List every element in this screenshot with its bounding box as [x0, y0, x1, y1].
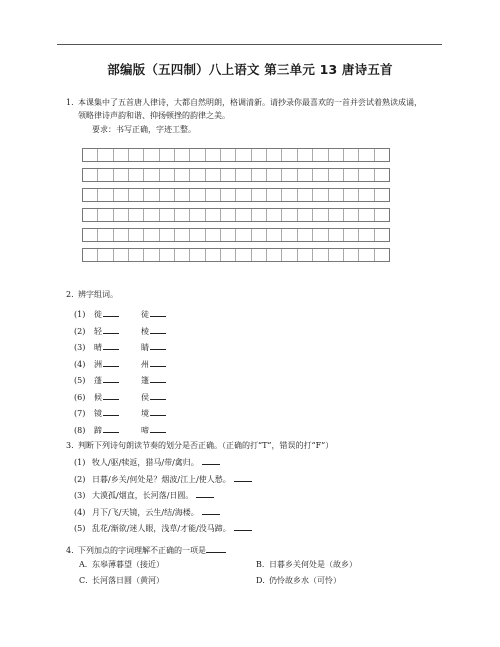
grid-cell[interactable]	[313, 169, 328, 181]
grid-cell[interactable]	[267, 149, 282, 161]
choice-option[interactable]	[79, 575, 164, 587]
char-b: 州	[141, 359, 149, 369]
grid-cell[interactable]	[252, 149, 267, 161]
grid-cell[interactable]	[344, 189, 359, 201]
question-1-line2: 领略律诗声韵和谐、抑扬顿挫的韵律之美。	[78, 111, 230, 120]
grid-cell[interactable]	[129, 249, 144, 261]
grid-cell[interactable]	[114, 249, 129, 261]
grid-cell[interactable]	[175, 169, 190, 181]
grid-cell[interactable]	[129, 229, 144, 241]
grid-cell[interactable]	[129, 209, 144, 221]
grid-cell[interactable]	[282, 209, 297, 221]
answer-blank[interactable]	[150, 406, 166, 416]
poem-line: 月下/飞/天镜，云生/结/海楼。	[92, 507, 199, 517]
grid-cell[interactable]	[252, 189, 267, 201]
grid-cell[interactable]	[236, 189, 251, 201]
char-a: 洲	[94, 359, 102, 369]
grid-cell[interactable]	[282, 189, 297, 201]
grid-cell[interactable]	[252, 229, 267, 241]
answer-blank[interactable]	[103, 340, 119, 350]
grid-cell[interactable]	[160, 249, 175, 261]
grid-cell[interactable]	[359, 229, 374, 241]
grid-cell[interactable]	[298, 169, 313, 181]
grid-cell[interactable]	[359, 149, 374, 161]
grid-cell[interactable]	[282, 229, 297, 241]
grid-cell[interactable]	[83, 169, 98, 181]
grid-cell[interactable]	[329, 209, 344, 221]
grid-cell[interactable]	[175, 209, 190, 221]
grid-cell[interactable]	[160, 209, 175, 221]
char-a: 轻	[94, 326, 102, 336]
answer-blank[interactable]	[103, 324, 119, 334]
poem-line: 大漠孤/烟直，长河落/日圆。	[92, 491, 194, 500]
grid-cell[interactable]	[344, 209, 359, 221]
grid-cell[interactable]	[206, 229, 221, 241]
char-a: 蓬	[94, 376, 102, 385]
grid-cell[interactable]	[98, 209, 113, 221]
answer-blank[interactable]	[103, 357, 119, 367]
grid-cell[interactable]	[282, 149, 297, 161]
grid-cell[interactable]	[221, 149, 236, 161]
char-a: 蹄	[94, 425, 102, 435]
option-letter: D．	[256, 576, 271, 585]
grid-cell[interactable]	[298, 229, 313, 241]
grid-cell[interactable]	[236, 249, 251, 261]
word-pair-item	[74, 423, 166, 437]
option-text: 日暮乡关何处是（故乡）	[269, 560, 357, 569]
char-b: 侯	[141, 392, 149, 402]
option-letter: C．	[79, 576, 94, 585]
grid-cell[interactable]	[267, 189, 282, 201]
poem-line: 乱花/渐欲/迷人眼，浅草/才能/没马蹄。	[92, 524, 231, 533]
grid-cell[interactable]	[144, 149, 159, 161]
question-1-requirement: 要求：书写正确，字迹工整。	[92, 125, 196, 134]
grid-cell[interactable]	[267, 169, 282, 181]
item-number: (7)	[74, 409, 86, 418]
grid-cell[interactable]	[206, 169, 221, 181]
item-number: (5)	[74, 376, 86, 385]
grid-cell[interactable]	[329, 149, 344, 161]
grid-row[interactable]	[82, 188, 390, 202]
item-number: (1)	[74, 458, 86, 467]
grid-cell[interactable]	[206, 209, 221, 221]
grid-cell[interactable]	[344, 249, 359, 261]
char-a: 镜	[94, 409, 102, 418]
grid-cell[interactable]	[160, 189, 175, 201]
answer-blank[interactable]	[150, 423, 166, 433]
grid-cell[interactable]	[282, 249, 297, 261]
grid-cell[interactable]	[206, 249, 221, 261]
item-number: (4)	[74, 507, 86, 517]
answer-blank[interactable]	[202, 455, 220, 465]
grid-cell[interactable]	[221, 169, 236, 181]
grid-cell[interactable]	[359, 249, 374, 261]
grid-cell[interactable]	[375, 189, 389, 201]
grid-row[interactable]	[82, 228, 390, 242]
grid-cell[interactable]	[83, 249, 98, 261]
rhythm-item	[74, 472, 252, 486]
grid-cell[interactable]	[267, 209, 282, 221]
item-number: (8)	[74, 425, 86, 435]
grid-cell[interactable]	[252, 169, 267, 181]
grid-cell[interactable]	[83, 229, 98, 241]
header-rule	[57, 44, 442, 45]
grid-cell[interactable]	[267, 229, 282, 241]
option-letter: B．	[256, 560, 270, 569]
grid-cell[interactable]	[160, 229, 175, 241]
option-letter: A．	[79, 560, 93, 569]
item-number: (2)	[74, 326, 86, 336]
grid-cell[interactable]	[129, 189, 144, 201]
grid-cell[interactable]	[344, 229, 359, 241]
writing-grid[interactable]	[82, 148, 390, 266]
question-number: 2.	[66, 290, 74, 299]
question-4	[66, 543, 226, 557]
question-text: 本课集中了五首唐人律诗，大都自然明朗，格调清新。请抄录你最喜欢的一首并尝试着熟读成诵，	[78, 98, 422, 107]
word-pair-item	[74, 307, 166, 321]
char-b: 啼	[141, 425, 149, 435]
item-number: (2)	[74, 474, 86, 484]
grid-cell[interactable]	[313, 149, 328, 161]
item-number: (6)	[74, 392, 86, 402]
grid-cell[interactable]	[236, 229, 251, 241]
grid-cell[interactable]	[236, 209, 251, 221]
choice-option[interactable]	[79, 559, 164, 571]
grid-cell[interactable]	[236, 149, 251, 161]
question-2	[66, 288, 118, 301]
grid-cell[interactable]	[221, 249, 236, 261]
grid-cell[interactable]	[83, 149, 98, 161]
question-3	[66, 439, 333, 452]
grid-cell[interactable]	[298, 189, 313, 201]
grid-cell[interactable]	[190, 169, 205, 181]
item-number: (1)	[74, 310, 86, 319]
grid-cell[interactable]	[313, 209, 328, 221]
grid-cell[interactable]	[129, 149, 144, 161]
grid-cell[interactable]	[190, 189, 205, 201]
char-b: 篷	[141, 376, 149, 385]
char-b: 徒	[141, 310, 149, 319]
question-number: 1.	[66, 98, 74, 107]
grid-cell[interactable]	[298, 149, 313, 161]
question-text: 判断下列诗句朗读节奏的划分是否正确。（正确的打“T”，错误的打“F”）	[78, 441, 334, 450]
answer-blank[interactable]	[103, 423, 119, 433]
question-text: 下列加点的字词理解不正确的一项是	[78, 546, 206, 555]
grid-cell[interactable]	[375, 149, 389, 161]
grid-cell[interactable]	[160, 149, 175, 161]
option-text: 长河落日圆（黄河）	[92, 576, 164, 585]
grid-cell[interactable]	[375, 169, 389, 181]
answer-blank[interactable]	[150, 340, 166, 350]
grid-cell[interactable]	[375, 249, 389, 261]
grid-cell[interactable]	[252, 209, 267, 221]
grid-cell[interactable]	[313, 189, 328, 201]
word-pair-item	[74, 324, 166, 338]
grid-cell[interactable]	[252, 249, 267, 261]
grid-cell[interactable]	[329, 169, 344, 181]
grid-cell[interactable]	[375, 229, 389, 241]
char-b: 睛	[141, 343, 149, 352]
grid-cell[interactable]	[144, 229, 159, 241]
rhythm-item	[74, 488, 214, 502]
grid-cell[interactable]	[83, 209, 98, 221]
grid-cell[interactable]	[98, 249, 113, 261]
grid-cell[interactable]	[114, 149, 129, 161]
grid-cell[interactable]	[175, 149, 190, 161]
grid-cell[interactable]	[206, 189, 221, 201]
grid-cell[interactable]	[344, 169, 359, 181]
grid-cell[interactable]	[98, 149, 113, 161]
grid-cell[interactable]	[221, 229, 236, 241]
grid-row[interactable]	[82, 168, 390, 182]
grid-row[interactable]	[82, 148, 390, 162]
grid-cell[interactable]	[236, 169, 251, 181]
grid-cell[interactable]	[344, 149, 359, 161]
grid-cell[interactable]	[313, 249, 328, 261]
answer-blank[interactable]	[150, 324, 166, 334]
answer-blank[interactable]	[103, 373, 119, 383]
grid-cell[interactable]	[298, 209, 313, 221]
item-number: (3)	[74, 491, 86, 500]
char-b: 境	[141, 409, 149, 418]
grid-cell[interactable]	[114, 169, 129, 181]
answer-blank[interactable]	[196, 488, 214, 498]
answer-blank[interactable]	[150, 373, 166, 383]
grid-cell[interactable]	[359, 189, 374, 201]
answer-blank[interactable]	[234, 521, 252, 531]
poem-line: 牧人/驱/犊返，猎马/带/禽归。	[92, 458, 199, 467]
grid-row[interactable]	[82, 248, 390, 262]
option-text: 仍怜故乡水（可怜）	[269, 576, 341, 585]
grid-cell[interactable]	[98, 229, 113, 241]
answer-blank[interactable]	[150, 390, 166, 400]
char-a: 候	[94, 392, 102, 402]
rhythm-item	[74, 505, 220, 519]
word-pair-item	[74, 357, 166, 371]
answer-blank[interactable]	[202, 505, 220, 515]
char-a: 徙	[94, 310, 102, 319]
grid-cell[interactable]	[329, 229, 344, 241]
grid-row[interactable]	[82, 208, 390, 222]
question-text: 辨字组词。	[78, 290, 118, 299]
question-number: 3.	[66, 441, 74, 450]
grid-cell[interactable]	[190, 209, 205, 221]
option-text: 东皋薄暮望（接近）	[92, 560, 164, 569]
question-number: 4.	[66, 546, 74, 555]
grid-cell[interactable]	[221, 209, 236, 221]
grid-cell[interactable]	[114, 229, 129, 241]
answer-blank[interactable]	[150, 357, 166, 367]
grid-cell[interactable]	[359, 209, 374, 221]
item-number: (5)	[74, 524, 86, 533]
grid-cell[interactable]	[144, 189, 159, 201]
grid-cell[interactable]	[114, 189, 129, 201]
grid-cell[interactable]	[190, 229, 205, 241]
grid-cell[interactable]	[329, 189, 344, 201]
choice-option[interactable]	[256, 559, 357, 571]
grid-cell[interactable]	[98, 189, 113, 201]
grid-cell[interactable]	[175, 249, 190, 261]
grid-cell[interactable]	[114, 209, 129, 221]
page-title: 部编版（五四制）八上语文 第三单元 13 唐诗五首	[107, 62, 393, 77]
char-a: 晴	[94, 343, 102, 352]
answer-blank[interactable]	[206, 543, 226, 553]
answer-blank[interactable]	[103, 307, 119, 317]
grid-cell[interactable]	[298, 249, 313, 261]
word-pair-item	[74, 390, 166, 404]
char-b: 棱	[141, 326, 149, 336]
grid-cell[interactable]	[313, 229, 328, 241]
grid-cell[interactable]	[175, 189, 190, 201]
grid-cell[interactable]	[98, 169, 113, 181]
question-1	[66, 96, 422, 109]
grid-cell[interactable]	[160, 169, 175, 181]
answer-blank[interactable]	[103, 390, 119, 400]
grid-cell[interactable]	[144, 169, 159, 181]
answer-blank[interactable]	[150, 307, 166, 317]
word-pair-item	[74, 340, 166, 354]
answer-blank[interactable]	[234, 472, 252, 482]
item-number: (3)	[74, 343, 86, 352]
grid-cell[interactable]	[83, 189, 98, 201]
poem-line: 日暮/乡关/何处是？烟波/江上/使人愁。	[92, 474, 231, 484]
grid-cell[interactable]	[375, 209, 389, 221]
grid-cell[interactable]	[175, 229, 190, 241]
grid-cell[interactable]	[359, 169, 374, 181]
grid-cell[interactable]	[206, 149, 221, 161]
item-number: (4)	[74, 359, 86, 369]
grid-cell[interactable]	[144, 209, 159, 221]
word-pair-item	[74, 406, 166, 420]
grid-cell[interactable]	[267, 249, 282, 261]
rhythm-item	[74, 521, 252, 535]
grid-cell[interactable]	[129, 169, 144, 181]
answer-blank[interactable]	[103, 406, 119, 416]
grid-cell[interactable]	[144, 249, 159, 261]
grid-cell[interactable]	[282, 169, 297, 181]
choice-option[interactable]	[256, 575, 341, 587]
word-pair-item	[74, 373, 166, 387]
grid-cell[interactable]	[190, 249, 205, 261]
grid-cell[interactable]	[329, 249, 344, 261]
grid-cell[interactable]	[221, 189, 236, 201]
rhythm-item	[74, 455, 220, 469]
grid-cell[interactable]	[190, 149, 205, 161]
